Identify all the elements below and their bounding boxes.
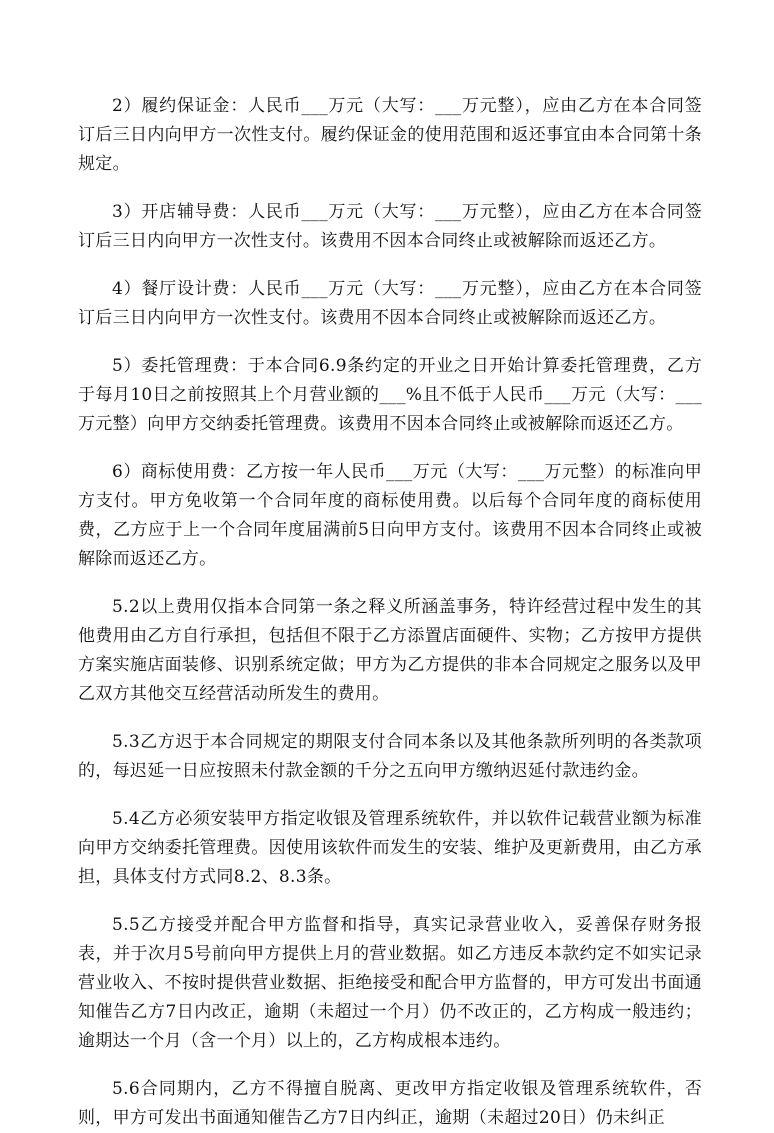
paragraph-opening-guidance-fee: 3）开店辅导费：人民币___万元（大写：___万元整），应由乙方在本合同签订后三日内向甲方一次性支付。该费用不因本合同终止或被解除而返还乙方。 — [78, 202, 702, 251]
paragraph-5-6: 5.6合同期内，乙方不得擅自脱离、更改甲方指定收银及管理系统软件，否则，甲方可发出书面通知催告乙方7日内纠正，逾期（未超过20日）仍未纠正 — [78, 1079, 702, 1128]
paragraph-5-4: 5.4乙方必须安装甲方指定收银及管理系统软件，并以软件记载营业额为标准向甲方交纳委托管理费。因使用该软件而发生的安装、维护及更新费用，由乙方承担，具体支付方式同8.2、8.3条。 — [78, 809, 702, 887]
paragraph-5-3: 5.3乙方迟于本合同规定的期限支付合同本条以及其他条款所列明的各类款项的，每迟延一日应按照未付款金额的千分之五向甲方缴纳迟延付款违约金。 — [78, 732, 702, 781]
paragraph-5-5: 5.5乙方接受并配合甲方监督和指导，真实记录营业收入，妥善保存财务报表，并于次月5号前向甲方提供上月的营业数据。如乙方违反本款约定不如实记录营业收入、不按时提供营业数据、拒绝接受和配合甲方监督的，甲方可发出书面通知催告乙方7日内改正，逾期（未超过一个月）仍不改正的，乙方构成一般违约；逾期达一个月（含一个月）以上的，乙方构成根本违约。 — [78, 915, 702, 1051]
paragraph-management-fee: 5）委托管理费：于本合同6.9条约定的开业之日开始计算委托管理费，乙方于每月10日之前按照其上个月营业额的___%且不低于人民币___万元（大写：___万元整）向甲方交纳委托管理费。该费用不因本合同终止或被解除而返还乙方。 — [78, 356, 702, 434]
paragraph-trademark-fee: 6）商标使用费：乙方按一年人民币___万元（大写：___万元整）的标准向甲方支付。甲方免收第一个合同年度的商标使用费。以后每个合同年度的商标使用费，乙方应于上一个合同年度届满前5日向甲方支付。该费用不因本合同终止或被解除而返还乙方。 — [78, 462, 702, 569]
paragraph-5-2: 5.2以上费用仅指本合同第一条之释义所涵盖事务，特许经营过程中发生的其他费用由乙方自行承担，包括但不限于乙方添置店面硬件、实物；乙方按甲方提供方案实施店面装修、识别系统定做；甲方为乙方提供的非本合同规定之服务以及甲乙双方其他交互经营活动所发生的费用。 — [78, 597, 702, 704]
paragraph-performance-bond: 2）履约保证金：人民币___万元（大写：___万元整），应由乙方在本合同签订后三日内向甲方一次性支付。履约保证金的使用范围和返还事宜由本合同第十条规定。 — [78, 96, 702, 174]
paragraph-restaurant-design-fee: 4）餐厅设计费：人民币___万元（大写：___万元整），应由乙方在本合同签订后三日内向甲方一次性支付。该费用不因本合同终止或被解除而返还乙方。 — [78, 279, 702, 328]
